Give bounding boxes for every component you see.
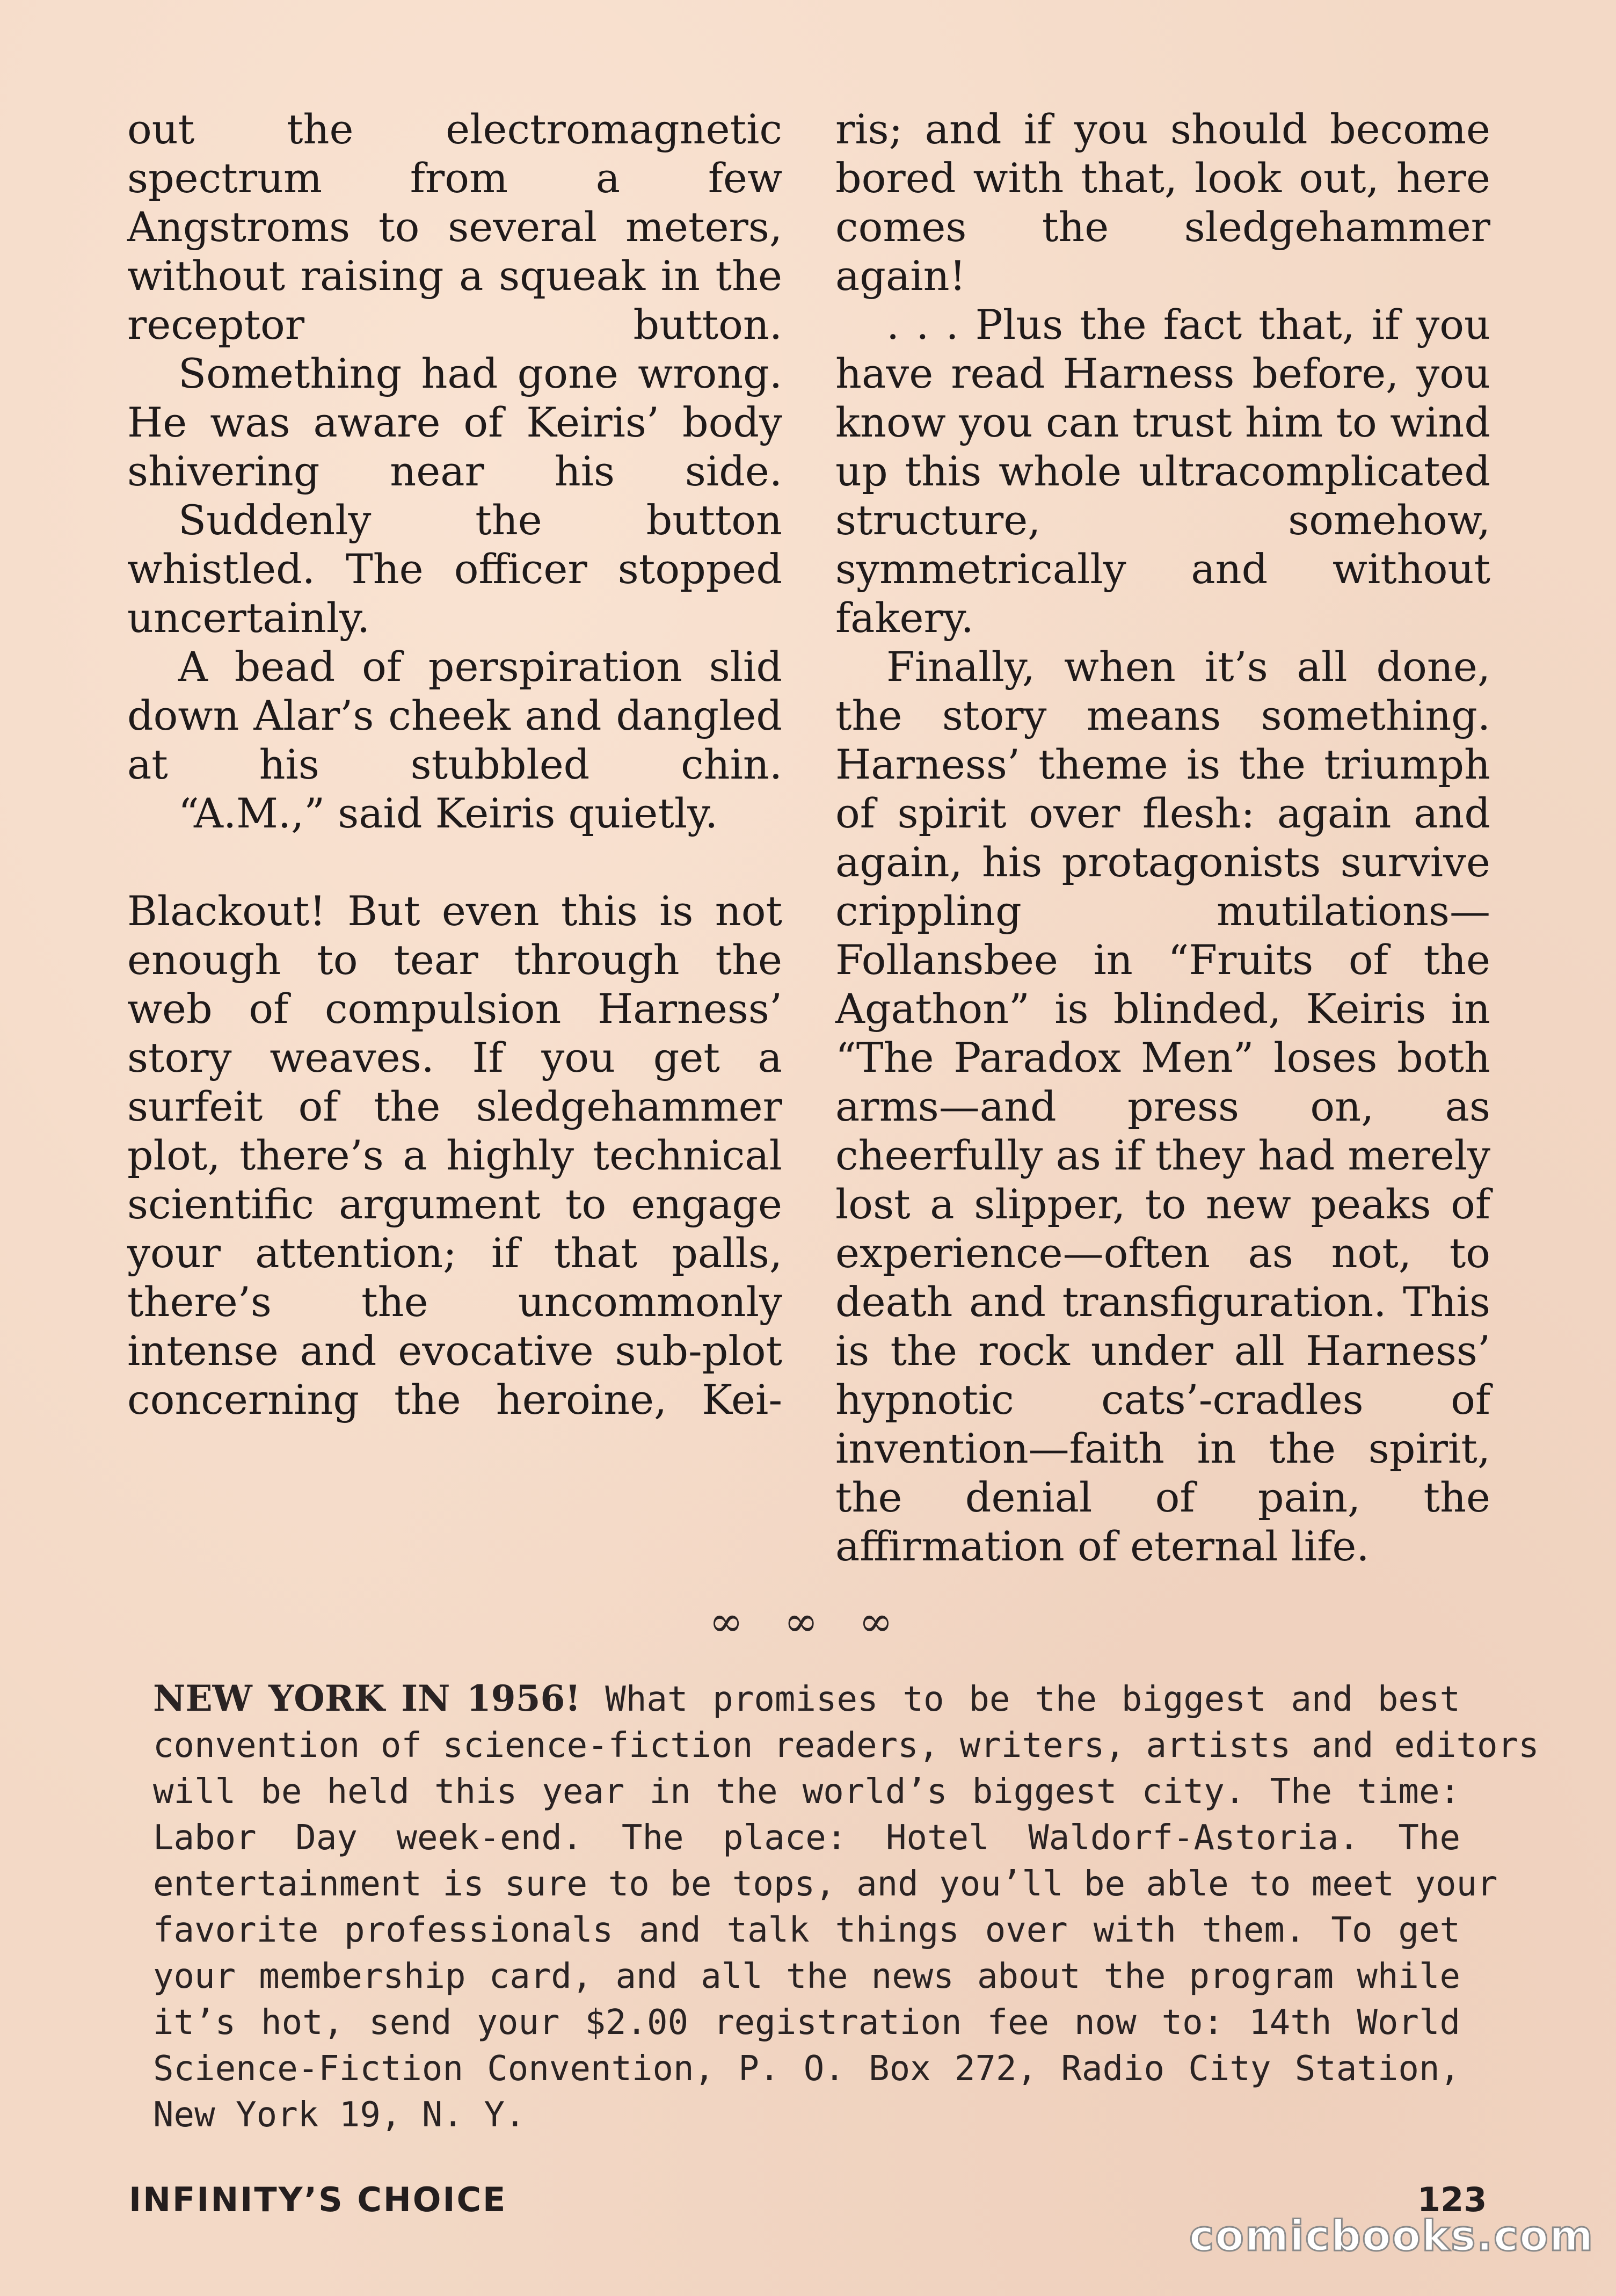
convention-notice	[153, 1675, 1539, 2138]
notice-line: entertainment is sure to be tops, and you’ll be able to meet your	[153, 1864, 1498, 1904]
notice-line: Science-Fiction Convention, P. O. Box 272, Radio City Station,	[153, 2049, 1460, 2089]
section-divider: ∞ ∞ ∞	[709, 1597, 907, 1645]
paragraph-left-4: A bead of perspiration slid down Alar’s cheek and dangled at his stubbled chin.	[127, 643, 782, 788]
page-number: 123	[1417, 2180, 1487, 2219]
notice-line: it’s hot, send your $2.00 registration fee now to: 14th World	[153, 2003, 1460, 2043]
paragraph-right-3: Finally, when it’s all done, the story means something. Harness’ theme is the triumph of spirit over flesh: again and again, his protagonists survive crippling mutilations—Follansbee in “Fruits of the Agathon” is blinded, Keiris in “The Paradox Men” loses both arms—and press on, as cheerfully as if they had merely lost a slipper, to new peaks of experience—often as not, to death and transfiguration. This is the rock under all Harness’ hypnotic cats’-cradles of invention—faith in the spirit, the denial of pain, the affirmation of eternal life.	[835, 643, 1490, 1570]
paragraph-left-1: out the electromagnetic spectrum from a few Angstroms to several meters, without raising a squeak in the receptor button.	[127, 105, 782, 348]
paragraph-left-3: Suddenly the button whistled. The officer stopped uncertainly.	[127, 496, 782, 642]
right-column	[835, 105, 1490, 1571]
notice-line: convention of science-fiction readers, writers, artists and editors	[153, 1726, 1539, 1765]
left-column	[127, 105, 782, 1424]
notice-line: your membership card, and all the news about the program while	[153, 1957, 1460, 1996]
paragraph-left-5: “A.M.,” said Keiris quietly.	[178, 789, 718, 837]
paragraph-right-1: ris; and if you should become bored with that, look out, here comes the sledgehammer again!	[835, 105, 1490, 300]
paragraph-left-2: Something had gone wrong. He was aware of Keiris’ body shivering near his side.	[127, 350, 782, 495]
notice-line: will be held this year in the world’s biggest city. The time:	[153, 1772, 1460, 1812]
notice-headline: NEW YORK IN 1956!	[153, 1677, 581, 1719]
notice-line: What promises to be the biggest and best	[580, 1680, 1460, 1719]
paragraph-gap	[127, 838, 782, 887]
notice-line: Labor Day week-end. The place: Hotel Waldorf-Astoria. The	[153, 1818, 1460, 1858]
notice-line: favorite professionals and talk things over with them. To get	[153, 1910, 1460, 1950]
paragraph-right-2: . . . Plus the fact that, if you have read Harness before, you know you can trust him to wind up this whole ultracomplicated structure, somehow, symmetrically and without fakery.	[835, 301, 1490, 642]
notice-line: New York 19, N. Y.	[153, 2095, 526, 2135]
watermark-logo: comicbooks.com	[1189, 2212, 1595, 2261]
paragraph-left-6: Blackout! But even this is not enough to tear through the web of compulsion Harness’ story weaves. If you get a surfeit of the sledgehammer plot, there’s a highly technical scientific argument to engage your attention; if that palls, there’s the uncommonly intense and evocative sub-plot concerning the heroine, Kei-	[127, 887, 782, 1423]
running-footer-title: INFINITY’S CHOICE	[129, 2180, 507, 2219]
